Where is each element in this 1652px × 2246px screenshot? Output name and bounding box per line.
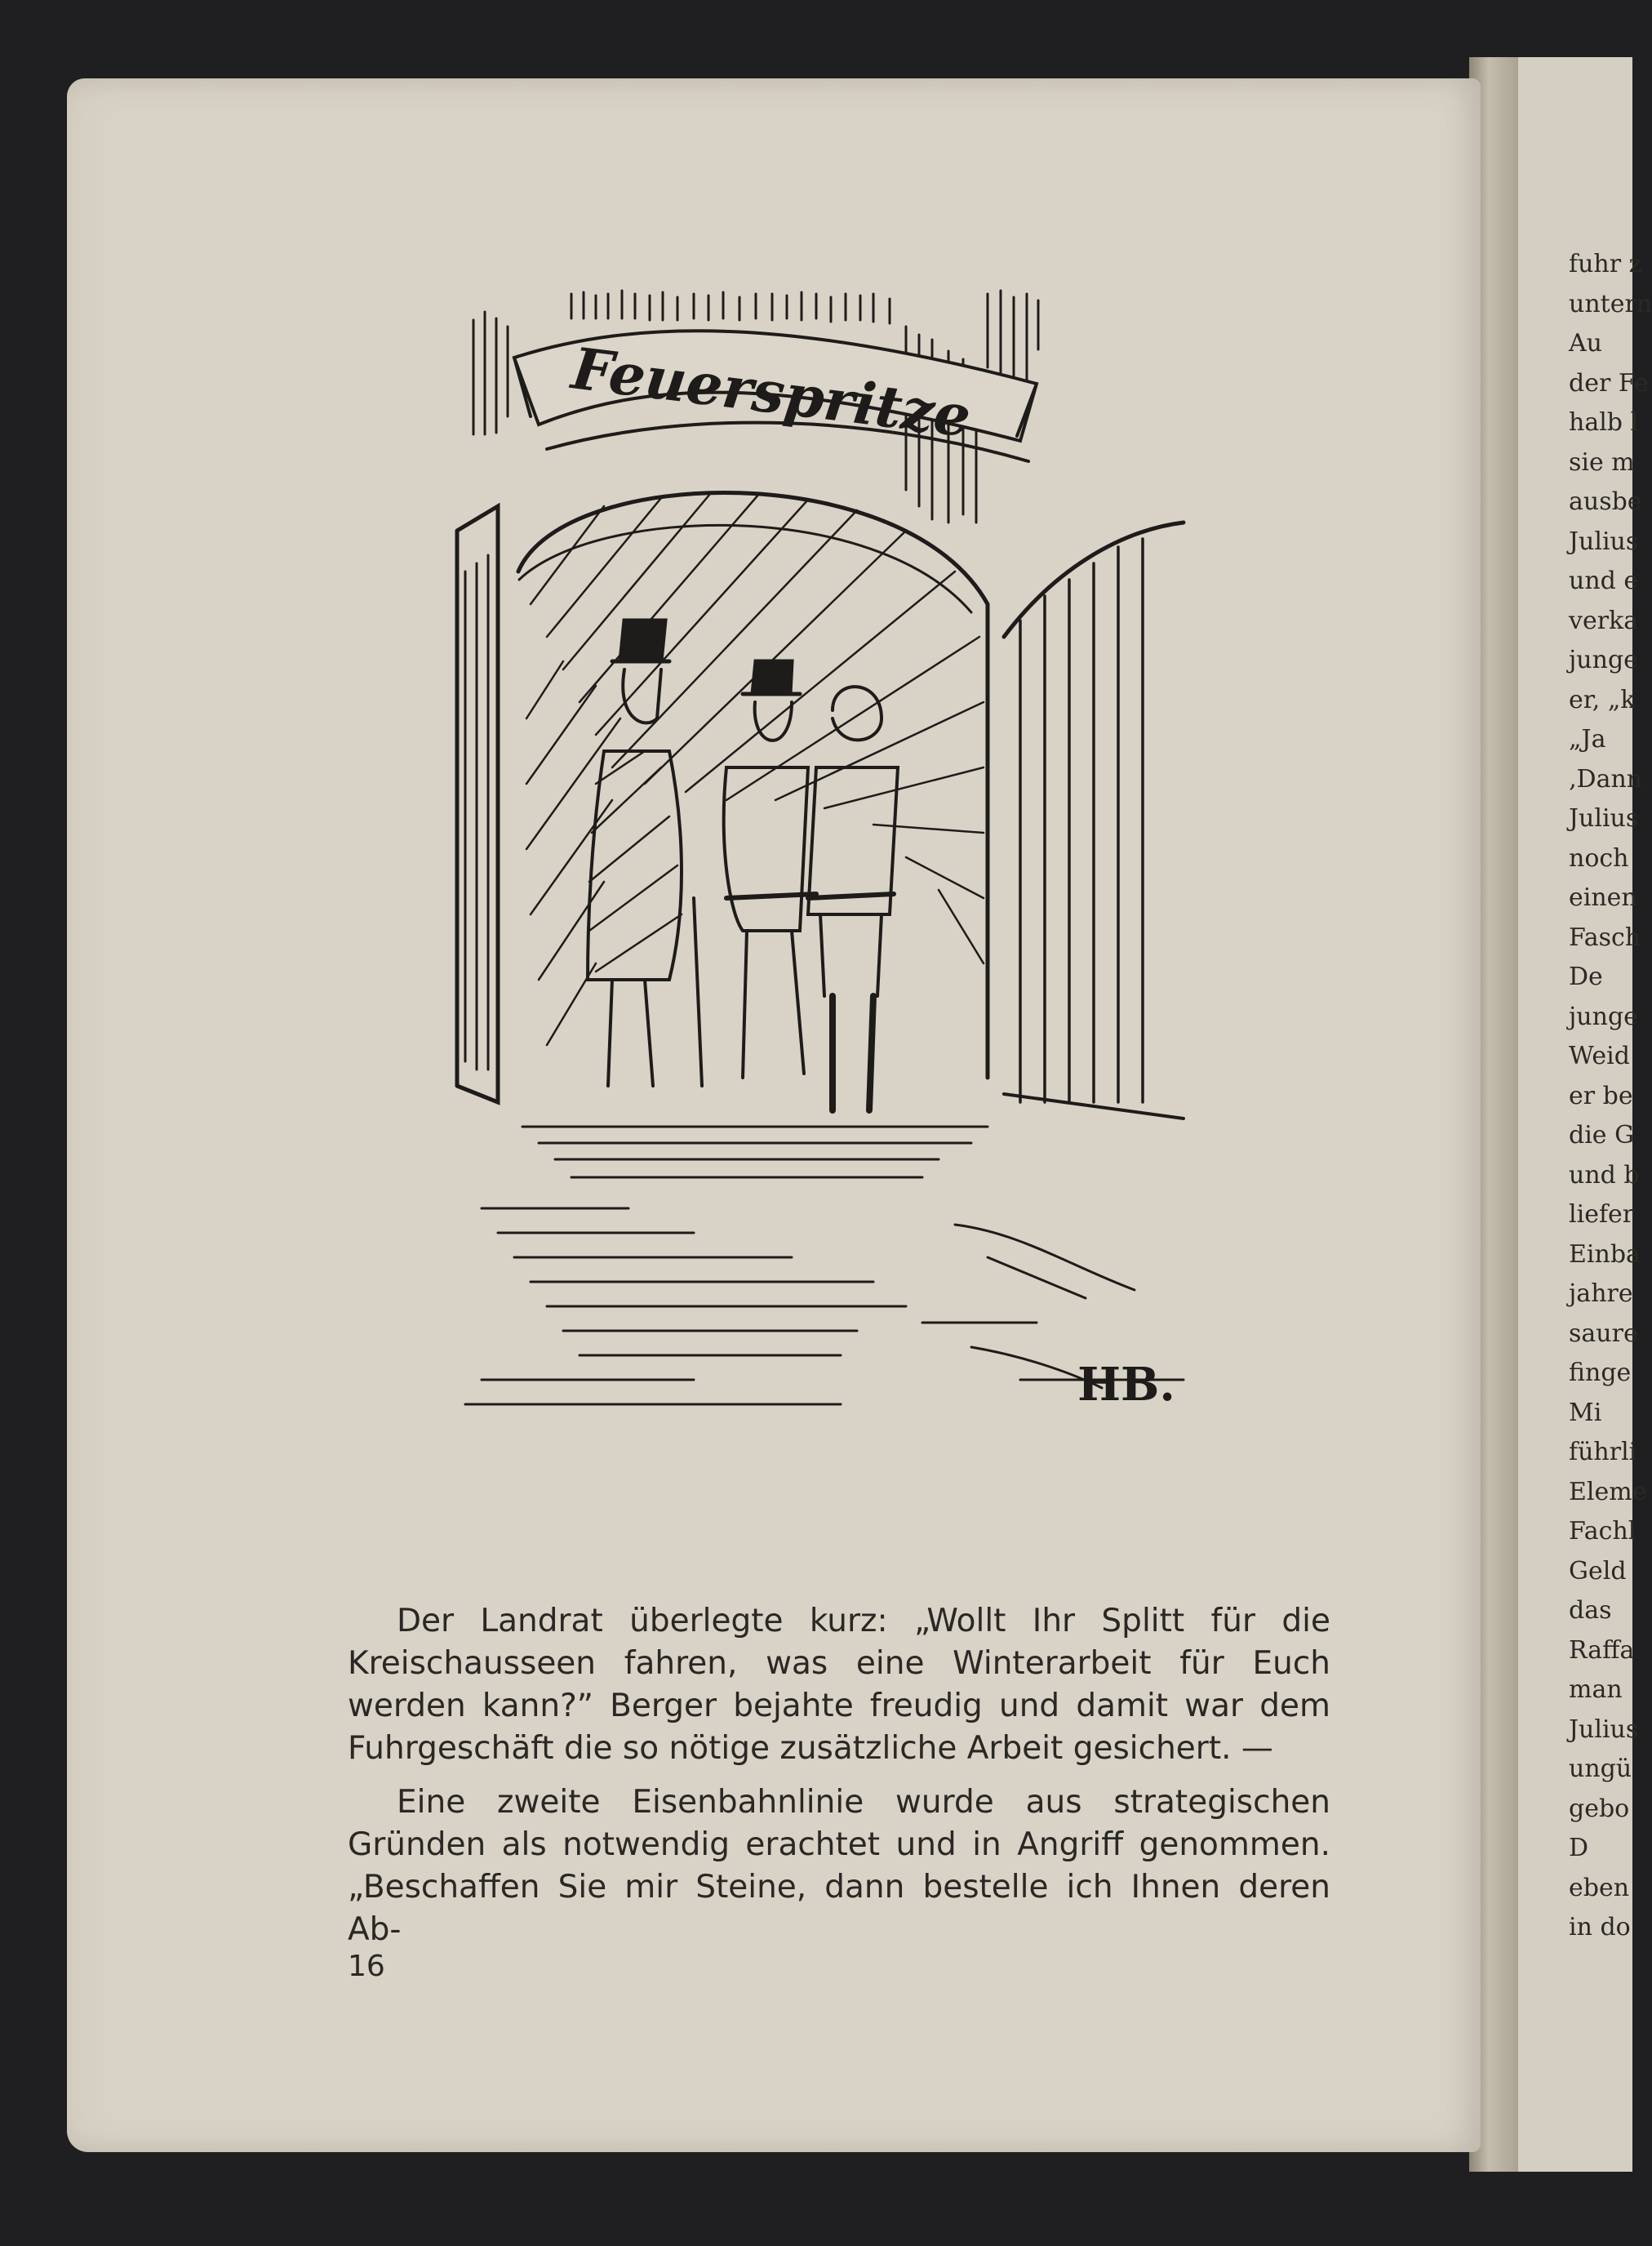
- facing-page-line: „Ja: [1569, 725, 1606, 754]
- facing-page-line: halb l: [1569, 408, 1639, 437]
- facing-page-line: Eleme: [1569, 1477, 1647, 1506]
- facing-page-line: Einba: [1569, 1239, 1641, 1269]
- paragraph-2: Eine zweite Eisenbahnlinie wurde aus strategischen Gründen als notwendig erachtet und in Angriff genommen. „Beschaffen Sie mir Steine, dann bestelle ich Ihnen deren Ab-: [348, 1784, 1330, 1948]
- facing-page-line: eben: [1569, 1873, 1630, 1902]
- facing-page-line: Raffa: [1569, 1635, 1635, 1665]
- facing-page-line: Mi: [1569, 1398, 1602, 1427]
- illustration-fire-station-gate: [449, 261, 1232, 1412]
- facing-page-line: die G: [1569, 1121, 1635, 1150]
- body-text: [348, 1600, 1330, 1963]
- facing-page-line: untern: [1569, 289, 1652, 318]
- facing-page-line: gebo: [1569, 1794, 1630, 1823]
- facing-page-text: [1569, 245, 1652, 1948]
- paragraph-1: Der Landrat überlegte kurz: „Wollt Ihr Splitt für die Kreischausseen fahren, was eine Winterarbeit für Euch werden kann?” Berger bejahte freudig und damit war dem Fuhrgeschäft die so nötige zusätzliche Arbeit gesichert. —: [348, 1603, 1330, 1767]
- facing-page-line: der Fe: [1569, 368, 1649, 398]
- facing-page-line: junge: [1569, 1002, 1638, 1031]
- facing-page-line: man: [1569, 1675, 1623, 1704]
- facing-page-line: das: [1569, 1596, 1612, 1625]
- facing-page-line: er be: [1569, 1081, 1633, 1110]
- facing-page-line: finge: [1569, 1359, 1632, 1387]
- facing-page-line: Julius: [1569, 804, 1639, 833]
- facing-page-line: in do: [1569, 1913, 1631, 1941]
- facing-page-line: Fasch: [1569, 923, 1641, 952]
- facing-page-line: ‚Dann: [1569, 764, 1643, 794]
- facing-page-line: Au: [1569, 329, 1602, 358]
- facing-page-line: D: [1569, 1834, 1589, 1862]
- facing-page-line: sie m: [1569, 447, 1635, 477]
- facing-page-line: ungü: [1569, 1755, 1632, 1783]
- facing-page-line: fuhr z: [1569, 250, 1642, 278]
- facing-page-line: saure: [1569, 1319, 1638, 1348]
- page-number: 16: [348, 1950, 385, 1983]
- facing-page-line: jahre: [1569, 1279, 1633, 1308]
- facing-page-line: junge: [1569, 646, 1638, 674]
- facing-page-line: er, „k: [1569, 685, 1636, 714]
- facing-page-line: führli: [1569, 1438, 1637, 1466]
- facing-page-line: Geld: [1569, 1556, 1627, 1586]
- facing-page-line: De: [1569, 963, 1603, 991]
- sign-lettering: Feuerspritze: [568, 334, 975, 451]
- facing-page-line: Julius: [1569, 527, 1639, 556]
- facing-page-line: noch: [1569, 843, 1629, 873]
- facing-page-line: Julius: [1569, 1715, 1639, 1744]
- artist-monogram: HB.: [1077, 1358, 1175, 1412]
- facing-page-line: liefer: [1569, 1200, 1635, 1229]
- facing-page-line: und b: [1569, 1160, 1640, 1190]
- facing-page-line: und e: [1569, 567, 1639, 595]
- facing-page-line: Weid: [1569, 1042, 1630, 1070]
- facing-page-line: Fachl: [1569, 1517, 1636, 1546]
- facing-page-line: einen: [1569, 883, 1637, 912]
- facing-page-line: verka: [1569, 606, 1639, 635]
- facing-page-line: ausbe: [1569, 487, 1642, 516]
